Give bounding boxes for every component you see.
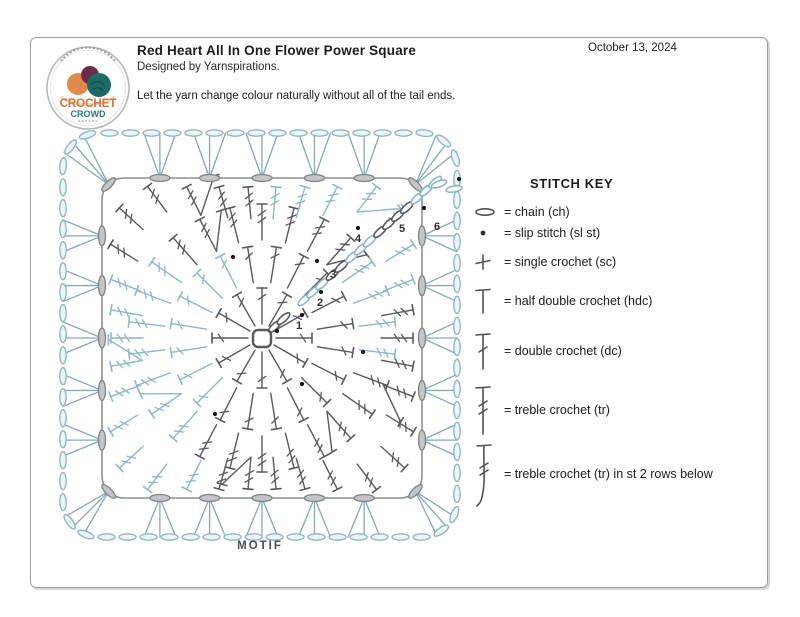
half-double-crochet-icon (470, 287, 504, 315)
page-subtitle: Designed by Yarnspirations. (137, 61, 280, 73)
page-title: Red Heart All In One Flower Power Square (137, 43, 417, 58)
crochet-crowd-logo (45, 45, 131, 131)
round-number-3: 3 (330, 269, 337, 281)
key-label: = half double crochet (hdc) (504, 294, 653, 308)
treble-crochet-2rows-icon (470, 441, 504, 507)
round-number-2: 2 (317, 297, 324, 309)
key-label: = treble crochet (tr) (504, 403, 610, 417)
key-label: = double crochet (dc) (504, 344, 622, 358)
key-row-single-crochet (470, 253, 762, 271)
key-row-treble-crochet (470, 384, 762, 436)
key-label: = slip stitch (sl st) (504, 226, 601, 240)
key-row-chain (470, 205, 762, 219)
date-label: October 13, 2024 (588, 42, 677, 54)
round-number-5: 5 (399, 223, 406, 235)
yarn-ball-teal-icon (87, 73, 111, 97)
stitch-key-panel (470, 176, 762, 507)
key-row-half-double-crochet (470, 287, 762, 315)
round-number-4: 4 (355, 233, 362, 245)
treble-crochet-icon (470, 384, 504, 436)
key-row-double-crochet (470, 331, 762, 371)
key-label: = treble crochet (tr) in st 2 rows below (504, 467, 713, 481)
key-label: = single crochet (sc) (504, 255, 617, 269)
header (137, 43, 567, 73)
key-label: = chain (ch) (504, 205, 570, 219)
logo-line1: CROCHET (59, 98, 117, 110)
single-crochet-icon (470, 253, 504, 271)
double-crochet-icon (470, 331, 504, 371)
key-row-slip-stitch (470, 226, 762, 240)
round-number-6: 6 (434, 221, 441, 233)
key-row-treble-crochet-2rows (470, 441, 762, 507)
stitch-key-heading: STITCH KEY (530, 176, 614, 191)
chain-icon (470, 206, 504, 218)
crochet-motif-diagram (55, 122, 465, 545)
logo-line2: CROWD (70, 109, 106, 119)
pattern-note: Let the yarn change colour naturally without all of the tail ends. (137, 90, 456, 102)
round-number-1: 1 (296, 320, 303, 332)
slip-stitch-icon (470, 228, 504, 238)
motif-caption: MOTIF (237, 540, 283, 552)
